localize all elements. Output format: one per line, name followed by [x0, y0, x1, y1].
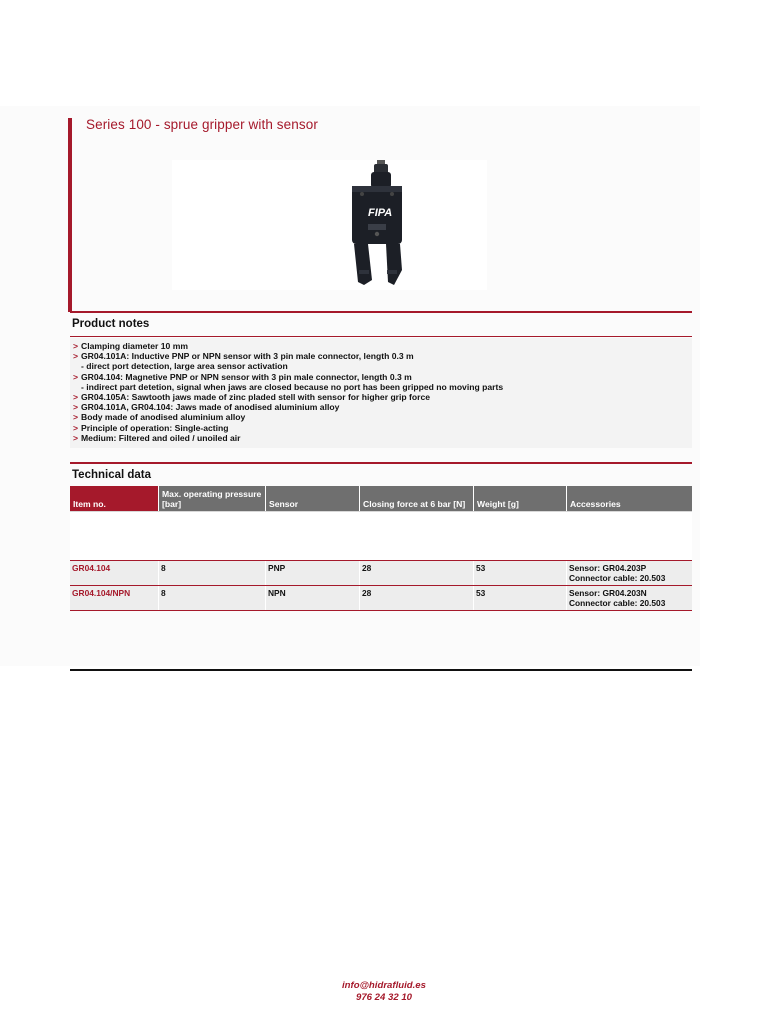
left-jaw — [354, 244, 372, 285]
weight-value: 53 — [474, 561, 567, 585]
note-item: > GR04.101A: Inductive PNP or NPN sensor with 3 pin male connector, length 0.3 m — [73, 351, 414, 362]
column-header-sensor: Sensor — [266, 486, 360, 511]
note-item: > Clamping diameter 10 mm — [73, 341, 188, 351]
table-row — [70, 560, 692, 585]
table-header — [70, 486, 692, 511]
section-divider — [70, 462, 692, 464]
weight-value: 53 — [474, 586, 567, 610]
accessory-sensor: Sensor: GR04.203N — [569, 588, 647, 598]
title-accent-bar — [68, 118, 72, 312]
column-header-item-no: Item no. — [70, 486, 159, 511]
pressure-value: 8 — [159, 586, 266, 610]
section-divider — [70, 311, 692, 313]
contact-phone: 976 24 32 10 — [355, 992, 413, 1003]
top-margin — [0, 0, 768, 106]
brand-logo: FIPA — [368, 207, 393, 219]
sensor-housing — [371, 172, 391, 188]
right-jaw — [386, 244, 402, 285]
accessory-cable: Connector cable: 20.503 — [569, 573, 666, 583]
bottom-rule — [70, 669, 692, 671]
notes-top-rule — [70, 336, 692, 337]
table-spacer — [70, 511, 692, 560]
product-notes-list — [70, 338, 692, 448]
accessory-cable: Connector cable: 20.503 — [569, 598, 666, 608]
technical-data-title: Technical data — [72, 469, 152, 481]
item-number: GR04.104/NPN — [70, 586, 159, 610]
label-plate — [368, 224, 386, 230]
sensor-value: PNP — [266, 561, 360, 585]
product-image — [172, 160, 487, 290]
accessories-value — [567, 586, 692, 610]
accessories-value — [567, 561, 692, 585]
gripper-illustration — [172, 160, 487, 290]
column-header-closing-force: Closing force at 6 bar [N] — [360, 486, 474, 511]
force-value: 28 — [360, 561, 474, 585]
product-notes-title: Product notes — [72, 318, 150, 330]
note-item: > Medium: Filtered and oiled / unoiled air — [73, 432, 241, 443]
accessory-sensor: Sensor: GR04.203P — [569, 563, 647, 573]
note-item: > GR04.101A, GR04.104: Jaws made of anodised aluminium alloy — [73, 402, 340, 413]
note-item: - direct port detection, large area sensor activation — [81, 361, 288, 372]
footer-contact — [0, 980, 768, 1004]
note-item: > Principle of operation: Single-acting — [73, 422, 229, 433]
note-item: > GR04.104: Magnetive PNP or NPN sensor with 3 pin male connector, length 0.3 m — [73, 371, 412, 382]
sensor-value: NPN — [266, 586, 360, 610]
note-item: > GR04.105A: Sawtooth jaws made of zinc pladed stell with sensor for higher grip force — [73, 392, 431, 403]
page-title: Series 100 - sprue gripper with sensor — [86, 117, 318, 132]
column-header-weight: Weight [g] — [474, 486, 567, 511]
column-header-accessories: Accessories — [570, 499, 621, 509]
item-number: GR04.104 — [70, 561, 159, 585]
column-header-pressure: Max. operating pressure [bar] — [159, 486, 266, 511]
technical-data-table — [70, 486, 692, 611]
pressure-value: 8 — [159, 561, 266, 585]
note-item: > Body made of anodised aluminium alloy — [73, 412, 246, 423]
note-item: - indirect part detetion, signal when jaws are closed because no port has been gripped no moving parts — [81, 381, 504, 392]
force-value: 28 — [360, 586, 474, 610]
contact-email[interactable]: info@hidrafluid.es — [342, 980, 426, 991]
table-row — [70, 585, 692, 611]
